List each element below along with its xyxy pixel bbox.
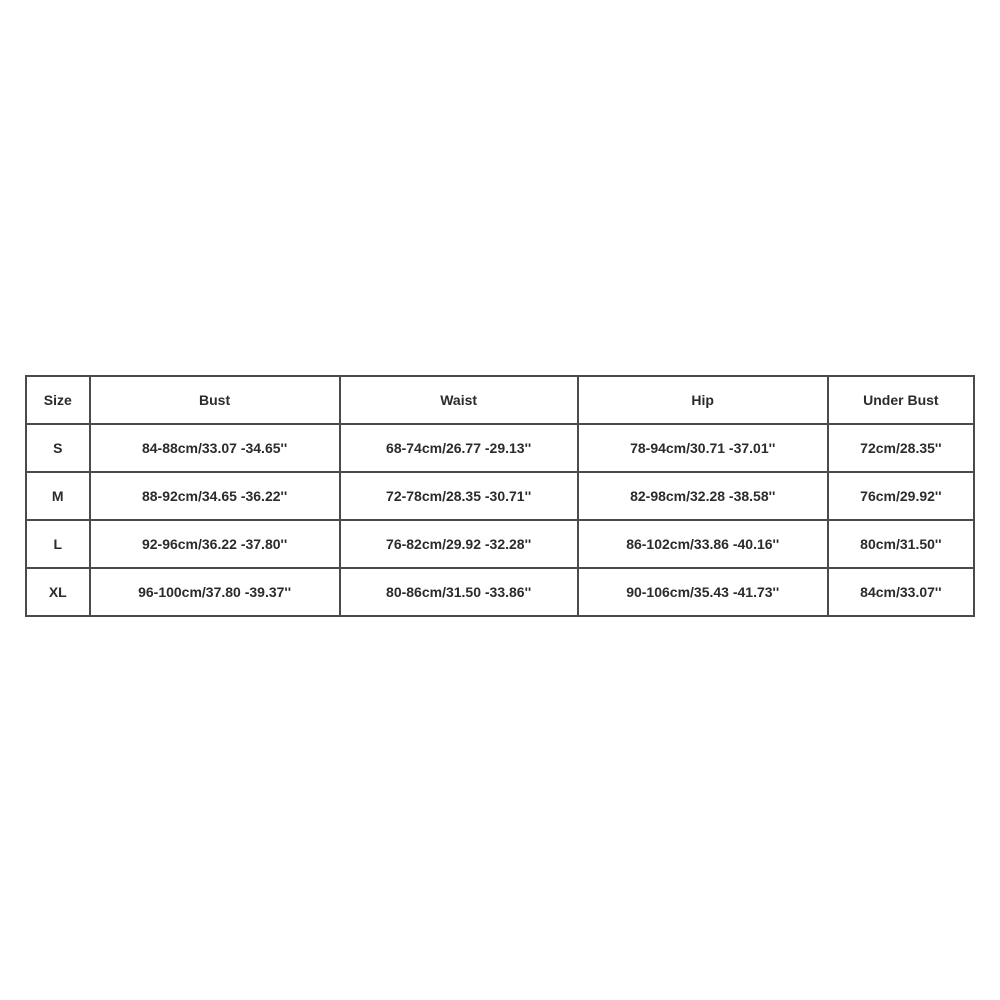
under-bust-cell: 72cm/28.35'': [828, 424, 974, 472]
waist-cell: 72-78cm/28.35 -30.71'': [340, 472, 578, 520]
hip-cell: 86-102cm/33.86 -40.16'': [578, 520, 828, 568]
hip-cell: 78-94cm/30.71 -37.01'': [578, 424, 828, 472]
table-row: [26, 424, 974, 472]
size-chart-table: [25, 375, 975, 617]
hip-cell: 90-106cm/35.43 -41.73'': [578, 568, 828, 616]
table-row: [26, 472, 974, 520]
header-hip: Hip: [578, 376, 828, 424]
under-bust-cell: 80cm/31.50'': [828, 520, 974, 568]
waist-cell: 80-86cm/31.50 -33.86'': [340, 568, 578, 616]
under-bust-cell: 84cm/33.07'': [828, 568, 974, 616]
header-under-bust: Under Bust: [828, 376, 974, 424]
bust-cell: 84-88cm/33.07 -34.65'': [90, 424, 340, 472]
size-cell: S: [26, 424, 90, 472]
header-row: [26, 376, 974, 424]
waist-cell: 76-82cm/29.92 -32.28'': [340, 520, 578, 568]
hip-cell: 82-98cm/32.28 -38.58'': [578, 472, 828, 520]
size-cell: M: [26, 472, 90, 520]
header-bust: Bust: [90, 376, 340, 424]
bust-cell: 92-96cm/36.22 -37.80'': [90, 520, 340, 568]
bust-cell: 96-100cm/37.80 -39.37'': [90, 568, 340, 616]
header-waist: Waist: [340, 376, 578, 424]
size-cell: L: [26, 520, 90, 568]
header-size: Size: [26, 376, 90, 424]
table-row: [26, 520, 974, 568]
size-cell: XL: [26, 568, 90, 616]
bust-cell: 88-92cm/34.65 -36.22'': [90, 472, 340, 520]
table-row: [26, 568, 974, 616]
under-bust-cell: 76cm/29.92'': [828, 472, 974, 520]
waist-cell: 68-74cm/26.77 -29.13'': [340, 424, 578, 472]
